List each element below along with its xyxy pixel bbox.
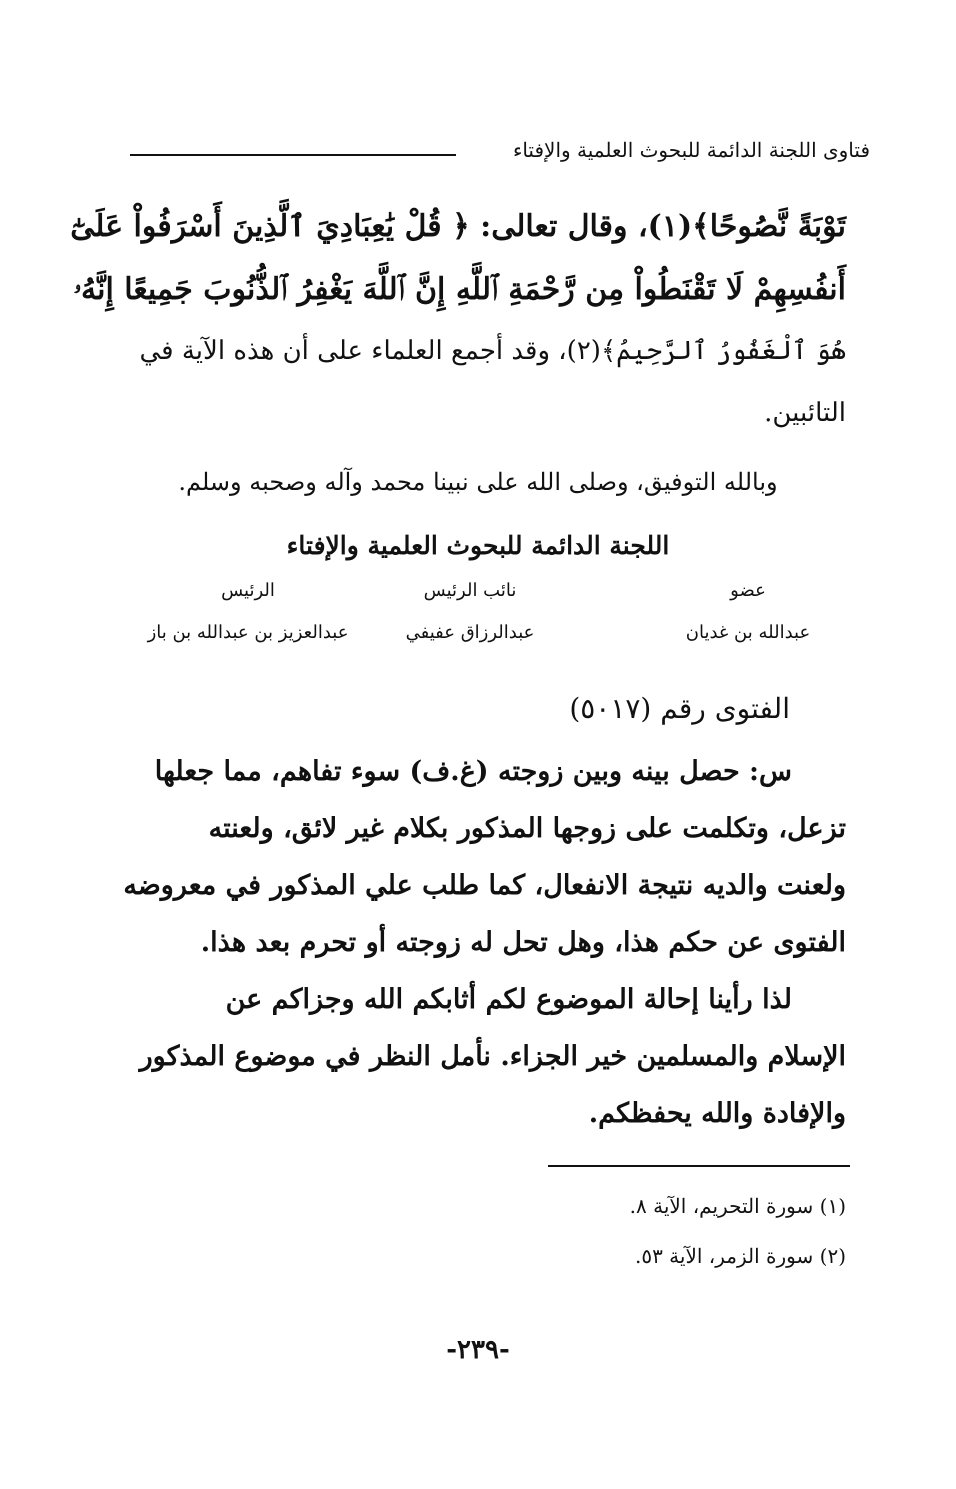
signatory-member-name: عبدالله بن غديان xyxy=(685,622,811,643)
question-line-7: والإفادة والله يحفظكم. xyxy=(588,1098,846,1129)
question-line-2: تزعل، وتكلمت على زوجها المذكور بكلام غير لائق، ولعنته xyxy=(208,813,846,844)
fatwa-number: الفتوى رقم (٥٠١٧) xyxy=(569,692,790,725)
header-rule xyxy=(130,154,456,156)
closing-formula: وبالله التوفيق، وصلى الله على نبينا محمد وآله وصحبه وسلم. xyxy=(178,468,778,496)
body-line-4: التائبين. xyxy=(764,398,846,428)
question-line-6: الإسلام والمسلمين خير الجزاء. نأمل النظر في موضوع المذكور xyxy=(139,1041,846,1072)
committee-name: اللجنة الدائمة للبحوث العلمية والإفتاء xyxy=(286,531,670,560)
question-line-5: لذا رأينا إحالة الموضوع لكم أثابكم الله وجزاكم عن xyxy=(225,984,792,1015)
verse-line-1: تَوْبَةً نَّصُوحًا﴾(١)، وقال تعالى: ﴿ قُلْ يَٰعِبَادِيَ ٱلَّذِينَ أَسْرَفُواْ عَلَىٰٓ xyxy=(70,209,846,244)
footnote-1: (١) سورة التحريم، الآية ٨. xyxy=(629,1194,846,1218)
signatory-member-role: عضو xyxy=(730,580,766,601)
signatory-vice-role: نائب الرئيس xyxy=(423,580,517,601)
verse-line-3: هُوَ ٱلْغَفُورُ ٱلرَّحِيمُ﴾(٢)، وقد أجمع العلماء على أن هذه الآية في xyxy=(139,336,846,366)
signatory-chair-name: عبدالعزيز بن عبدالله بن باز xyxy=(147,622,349,643)
footnote-rule xyxy=(548,1165,850,1167)
question-line-3: ولعنت والديه نتيجة الانفعال، كما طلب علي المذكور في معروضه xyxy=(123,870,846,901)
verse-line-2: أَنفُسِهِمْ لَا تَقْنَطُواْ مِن رَّحْمَةِ ٱللَّهِ إِنَّ ٱللَّهَ يَغْفِرُ ٱلذُّنُوبَ جَمِيعًا إِنَّهُۥ xyxy=(73,272,846,307)
signatory-vice-name: عبدالرزاق عفيفي xyxy=(405,622,535,643)
question-line-1: س: حصل بينه وبين زوجته (غ.ف) سوء تفاهم، مما جعلها xyxy=(154,756,792,787)
running-header: فتاوى اللجنة الدائمة للبحوث العلمية والإفتاء xyxy=(512,138,870,162)
footnote-2: (٢) سورة الزمر، الآية ٥٣. xyxy=(634,1244,846,1268)
signatory-chair-role: الرئيس xyxy=(221,580,275,601)
question-line-4: الفتوى عن حكم هذا، وهل تحل له زوجته أو تحرم بعد هذا. xyxy=(200,927,846,958)
page-number: -٢٣٩- xyxy=(446,1335,510,1365)
